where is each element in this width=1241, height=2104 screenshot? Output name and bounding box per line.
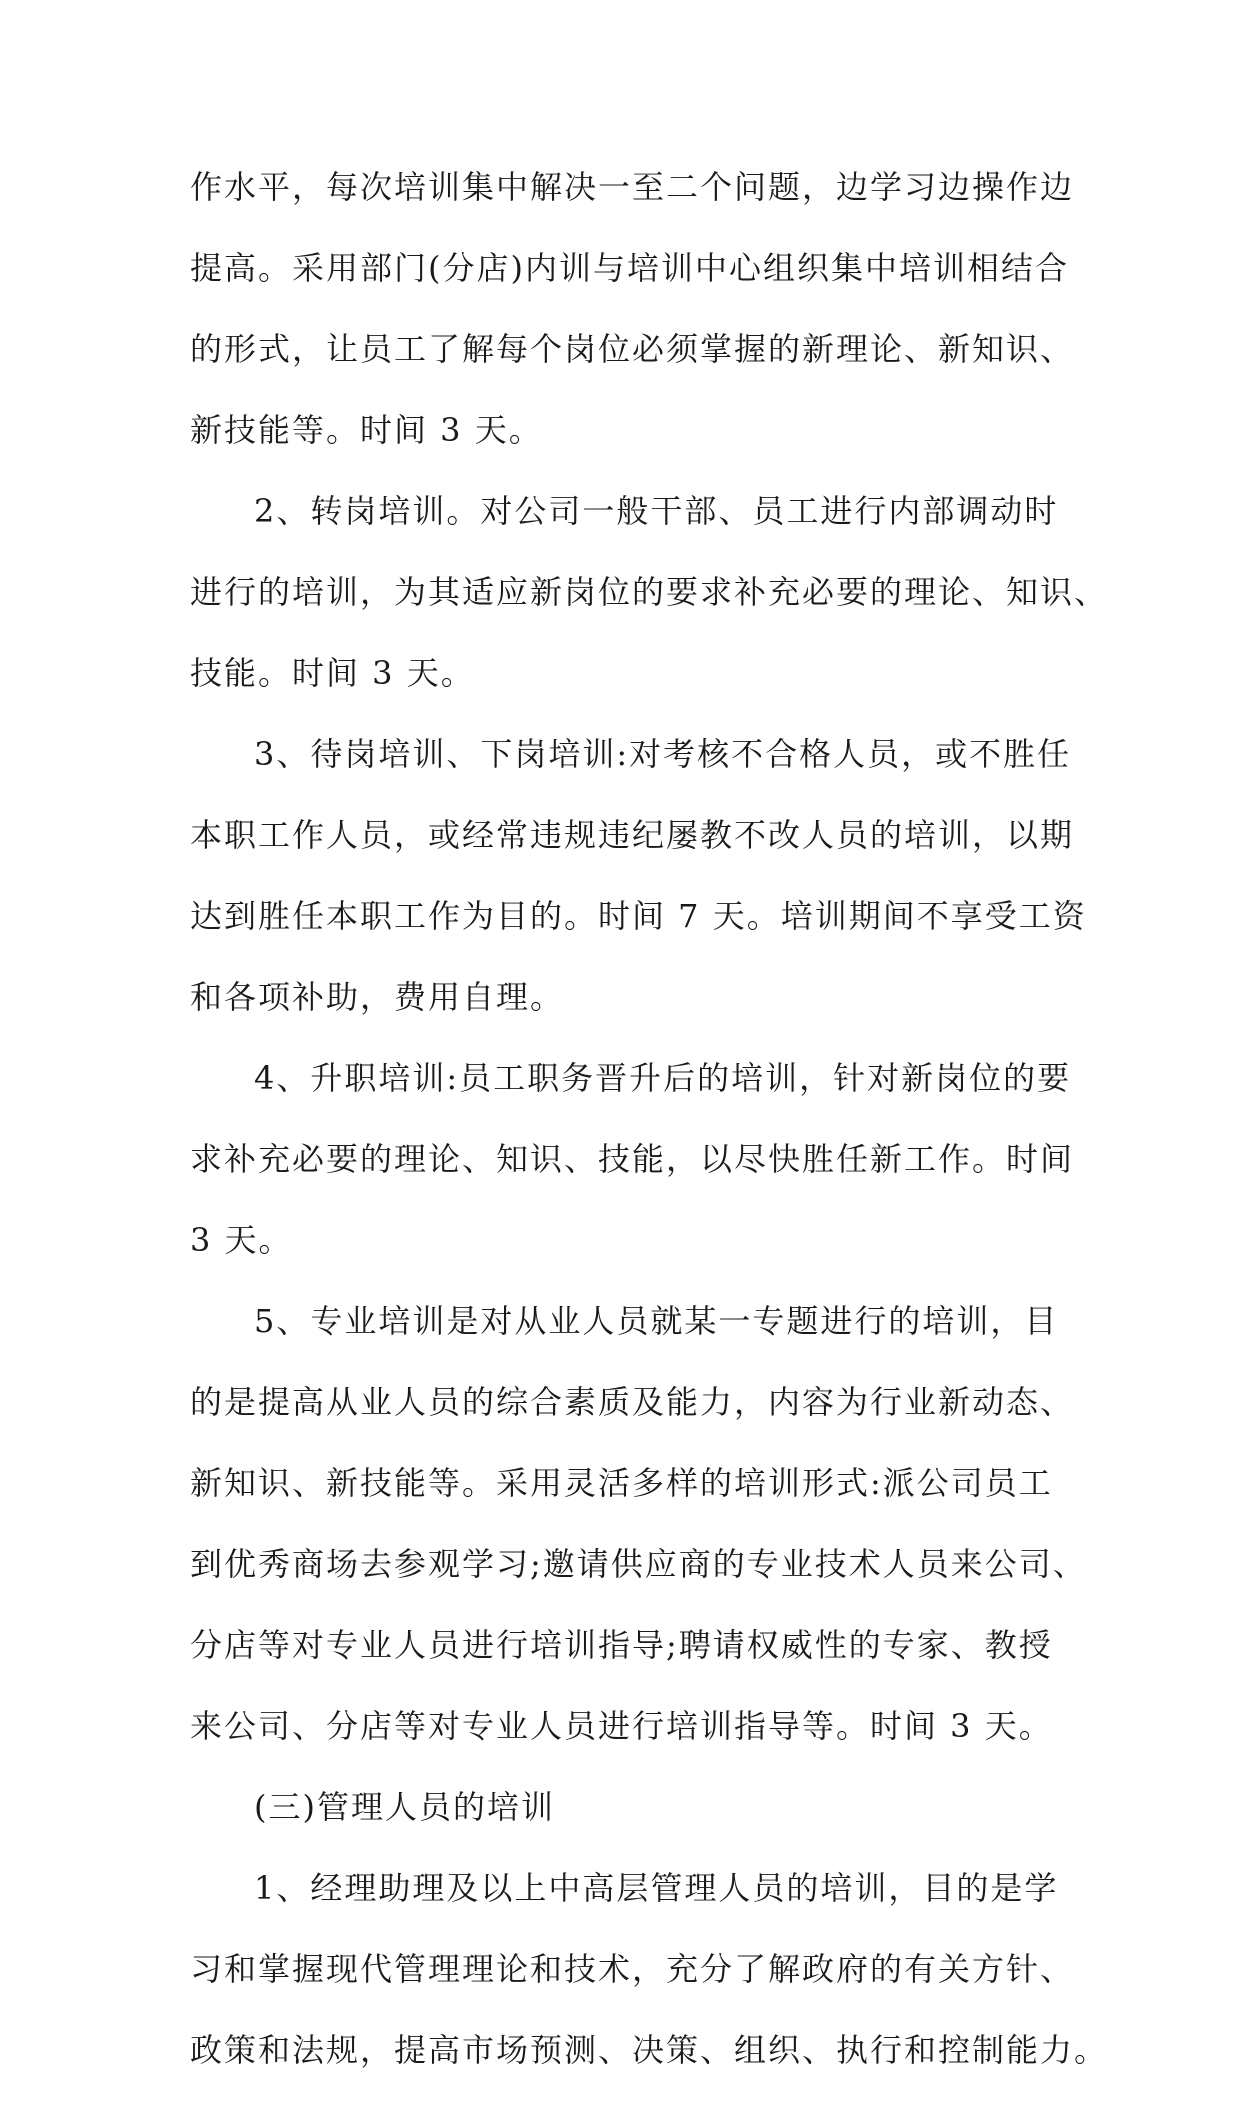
text-line: 作水平，每次培训集中解决一至二个问题，边学习边操作边 xyxy=(190,168,1075,206)
text-line: 习和掌握现代管理理论和技术，充分了解政府的有关方针、 xyxy=(190,1950,1075,1988)
text-line: 分店等对专业人员进行培训指导;聘请权威性的专家、教授 xyxy=(190,1626,1053,1664)
text-line: 政策和法规，提高市场预测、决策、组织、执行和控制能力。 xyxy=(190,2031,1109,2069)
text-line: 和各项补助，费用自理。 xyxy=(190,978,565,1016)
text-line: 提高。采用部门(分店)内训与培训中心组织集中培训相结合 xyxy=(190,249,1069,287)
paragraph-start-line: 2、转岗培训。对公司一般干部、员工进行内部调动时 xyxy=(254,492,1059,530)
paragraph-start-line: 4、升职培训:员工职务晋升后的培训，针对新岗位的要 xyxy=(254,1059,1072,1097)
text-line: 技能。时间 3 天。 xyxy=(190,654,475,692)
text-line: 求补充必要的理论、知识、技能，以尽快胜任新工作。时间 xyxy=(190,1140,1075,1178)
text-line: 3 天。 xyxy=(190,1221,293,1259)
document-body xyxy=(190,160,1109,2104)
text-line: 达到胜任本职工作为目的。时间 7 天。培训期间不享受工资 xyxy=(190,897,1087,935)
paragraph-start-line: 3、待岗培训、下岗培训:对考核不合格人员，或不胜任 xyxy=(254,735,1072,773)
text-line: 新技能等。时间 3 天。 xyxy=(190,411,543,449)
paragraph-start-line: 5、专业培训是对从业人员就某一专题进行的培训，目 xyxy=(254,1302,1059,1340)
text-line: 本职工作人员，或经常违规违纪屡教不改人员的培训，以期 xyxy=(190,816,1075,854)
text-line: 的是提高从业人员的综合素质及能力，内容为行业新动态、 xyxy=(190,1383,1075,1421)
section-heading: (三)管理人员的培训 xyxy=(254,1788,555,1826)
paragraph-start-line: 1、经理助理及以上中高层管理人员的培训，目的是学 xyxy=(254,1869,1059,1907)
text-line: 进行的培训，为其适应新岗位的要求补充必要的理论、知识、 xyxy=(190,573,1109,611)
text-line: 来公司、分店等对专业人员进行培训指导等。时间 3 天。 xyxy=(190,1707,1053,1745)
text-line: 到优秀商场去参观学习;邀请供应商的专业技术人员来公司、 xyxy=(190,1545,1087,1583)
text-line: 新知识、新技能等。采用灵活多样的培训形式:派公司员工 xyxy=(190,1464,1053,1502)
text-line: 的形式，让员工了解每个岗位必须掌握的新理论、新知识、 xyxy=(190,330,1075,368)
